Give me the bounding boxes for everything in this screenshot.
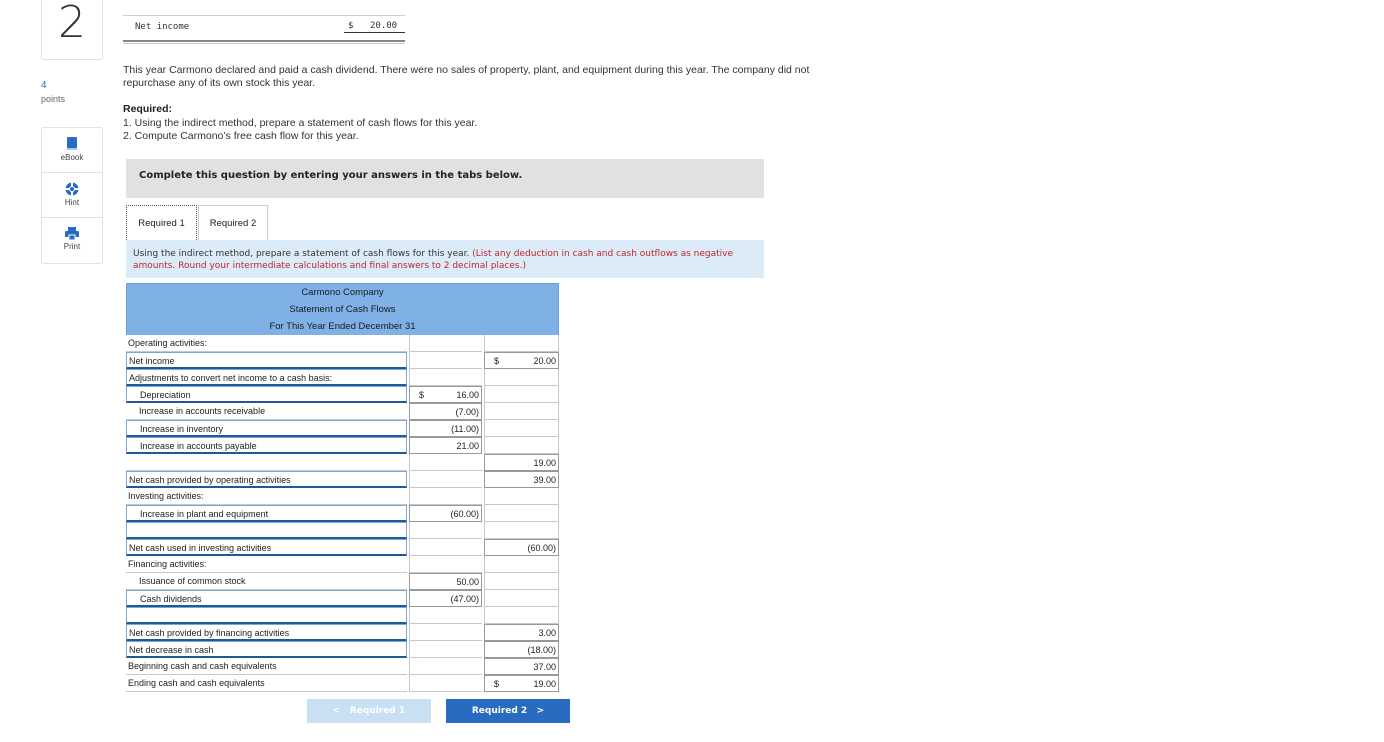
points-value: 4 xyxy=(41,80,47,91)
row-label: Beginning cash and cash equivalents xyxy=(126,658,407,675)
hint-icon xyxy=(65,182,79,196)
instruction-banner: Complete this question by entering your answers in the tabs below. xyxy=(126,159,764,198)
row-amount-input[interactable] xyxy=(409,335,482,352)
tab-required-2[interactable]: Required 2 xyxy=(198,205,268,240)
row-total-value: 39.00 xyxy=(533,475,556,485)
tab-instructions xyxy=(126,240,764,278)
row-total-input[interactable] xyxy=(484,386,559,403)
row-total-input[interactable] xyxy=(484,369,559,386)
next-label: Required 2 xyxy=(471,706,528,716)
prev-required-button[interactable] xyxy=(307,699,431,723)
row-amount-value: (60.00) xyxy=(450,509,479,519)
prev-label: Required 1 xyxy=(349,706,406,716)
cash-flow-statement xyxy=(126,283,559,689)
row-label xyxy=(126,454,407,471)
next-required-button[interactable] xyxy=(446,699,570,723)
row-amount-input[interactable] xyxy=(409,675,482,692)
row-total-value: 37.00 xyxy=(533,662,556,672)
row-label: Issuance of common stock xyxy=(126,573,407,590)
statement-company: Carmono Company xyxy=(126,283,559,301)
row-amount-value: (47.00) xyxy=(450,594,479,604)
print-label: Print xyxy=(63,242,81,251)
row-total-input[interactable] xyxy=(484,624,559,641)
row-total-value: 19.00 xyxy=(533,679,556,689)
row-total-input[interactable] xyxy=(484,573,559,590)
row-label[interactable]: Net income xyxy=(126,352,407,369)
row-total-input[interactable] xyxy=(484,352,559,369)
statement-row xyxy=(126,420,559,437)
print-button[interactable] xyxy=(42,218,102,263)
row-total-input[interactable] xyxy=(484,488,559,505)
statement-row xyxy=(126,624,559,641)
row-total-input[interactable] xyxy=(484,505,559,522)
print-icon xyxy=(65,227,79,240)
row-amount-value: (7.00) xyxy=(455,407,479,417)
dollar-sign: $ xyxy=(419,390,425,400)
row-total-input[interactable] xyxy=(484,420,559,437)
statement-row xyxy=(126,675,559,692)
row-amount-input[interactable] xyxy=(409,539,482,556)
row-amount-input[interactable] xyxy=(409,403,482,420)
question-number: 2 xyxy=(58,0,86,48)
chevron-right-icon: > xyxy=(536,706,545,716)
row-amount-input[interactable] xyxy=(409,624,482,641)
row-total-input[interactable] xyxy=(484,454,559,471)
statement-row xyxy=(126,471,559,488)
statement-row xyxy=(126,641,559,658)
statement-row xyxy=(126,539,559,556)
row-total-input[interactable] xyxy=(484,675,559,692)
statement-row xyxy=(126,352,559,369)
row-total-input[interactable] xyxy=(484,471,559,488)
ebook-button[interactable] xyxy=(42,128,102,173)
row-total-value: (18.00) xyxy=(527,645,556,655)
required-item-2: 2. Compute Carmono’s free cash flow for this year. xyxy=(123,130,359,142)
tab-required-1[interactable]: Required 1 xyxy=(126,205,197,240)
row-amount-value: 21.00 xyxy=(456,441,479,451)
statement-period: For This Year Ended December 31 xyxy=(126,318,559,335)
row-total-input[interactable] xyxy=(484,658,559,675)
required-item-1: 1. Using the indirect method, prepare a statement of cash flows for this year. xyxy=(123,117,478,129)
row-label: Operating activities: xyxy=(126,335,407,352)
row-label[interactable]: Increase in accounts payable xyxy=(126,437,407,454)
row-amount-input[interactable] xyxy=(409,437,482,454)
points-label: points xyxy=(41,94,66,104)
ebook-icon xyxy=(66,137,78,151)
instruction-main: Using the indirect method, prepare a statement of cash flows for this year. xyxy=(133,249,470,259)
row-label[interactable] xyxy=(126,607,407,624)
statement-row xyxy=(126,369,559,386)
row-total-input[interactable] xyxy=(484,641,559,658)
row-total-value: (60.00) xyxy=(527,543,556,553)
row-label: Ending cash and cash equivalents xyxy=(126,675,407,692)
statement-row xyxy=(126,658,559,675)
question-sidebar xyxy=(41,127,103,264)
hint-button[interactable] xyxy=(42,173,102,218)
statement-row xyxy=(126,454,559,471)
question-intro: This year Carmono declared and paid a cash dividend. There were no sales of property, plant, and equipment during this year. The company did not repurchase any of its own stock this year. xyxy=(123,64,810,89)
row-label[interactable]: Adjustments to convert net income to a cash basis: xyxy=(126,369,407,386)
prior-value-underline xyxy=(344,32,405,33)
dollar-sign: $ xyxy=(494,679,500,689)
prior-table-bottom-rule xyxy=(123,40,405,44)
statement-row xyxy=(126,556,559,573)
prior-net-income-label: Net income xyxy=(135,22,190,32)
statement-row xyxy=(126,522,559,539)
row-total-input[interactable] xyxy=(484,522,559,539)
statement-row xyxy=(126,573,559,590)
row-amount-input[interactable] xyxy=(409,573,482,590)
prior-net-income-value: 20.00 xyxy=(370,21,398,31)
row-amount-input[interactable] xyxy=(409,590,482,607)
row-amount-input[interactable] xyxy=(409,369,482,386)
statement-row xyxy=(126,590,559,607)
row-label[interactable]: Increase in inventory xyxy=(126,420,407,437)
row-amount-input[interactable] xyxy=(409,488,482,505)
row-amount-input[interactable] xyxy=(409,641,482,658)
row-total-input[interactable] xyxy=(484,607,559,624)
row-amount-input[interactable] xyxy=(409,352,482,369)
row-label[interactable] xyxy=(126,522,407,539)
row-label[interactable]: Net cash used in investing activities xyxy=(126,539,407,556)
row-amount-input[interactable] xyxy=(409,454,482,471)
chevron-left-icon: < xyxy=(332,706,341,716)
row-label[interactable]: Depreciation xyxy=(126,386,407,403)
row-label[interactable]: Cash dividends xyxy=(126,590,407,607)
row-amount-value: 50.00 xyxy=(456,577,479,587)
row-total-input[interactable] xyxy=(484,437,559,454)
row-total-input[interactable] xyxy=(484,335,559,352)
row-label[interactable]: Increase in plant and equipment xyxy=(126,505,407,522)
row-total-value: 19.00 xyxy=(533,458,556,468)
dollar-sign: $ xyxy=(494,356,500,366)
prior-table-top-rule xyxy=(123,15,405,16)
row-label: Investing activities: xyxy=(126,488,407,505)
prior-dollar-sign: $ xyxy=(348,21,354,31)
statement-row xyxy=(126,386,559,403)
question-number-box xyxy=(41,0,103,60)
row-amount-input[interactable] xyxy=(409,658,482,675)
row-label[interactable]: Net decrease in cash xyxy=(126,641,407,658)
row-total-input[interactable] xyxy=(484,590,559,607)
row-amount-input[interactable] xyxy=(409,556,482,573)
statement-row xyxy=(126,335,559,352)
row-label[interactable]: Net cash provided by operating activities xyxy=(126,471,407,488)
statement-row xyxy=(126,505,559,522)
statement-row xyxy=(126,403,559,420)
statement-title: Statement of Cash Flows xyxy=(126,301,559,318)
row-amount-input[interactable] xyxy=(409,522,482,539)
row-amount-input[interactable] xyxy=(409,505,482,522)
instruction-note: (List any deduction in cash and cash outflows as negative amounts. Round your intermediate calculations and final answers to 2 decimal places.) xyxy=(133,249,734,271)
row-label[interactable]: Net cash provided by financing activities xyxy=(126,624,407,641)
row-total-value: 20.00 xyxy=(533,356,556,366)
hint-label: Hint xyxy=(64,198,80,207)
required-heading: Required: xyxy=(123,103,173,115)
ebook-label: eBook xyxy=(60,153,84,162)
statement-row xyxy=(126,437,559,454)
row-total-input[interactable] xyxy=(484,556,559,573)
row-label: Financing activities: xyxy=(126,556,407,573)
row-amount-input[interactable] xyxy=(409,386,482,403)
row-label: Increase in accounts receivable xyxy=(126,403,407,420)
row-amount-input[interactable] xyxy=(409,420,482,437)
statement-row xyxy=(126,607,559,624)
row-total-input[interactable] xyxy=(484,539,559,556)
statement-row xyxy=(126,488,559,505)
row-amount-input[interactable] xyxy=(409,607,482,624)
row-amount-value: 16.00 xyxy=(456,390,479,400)
row-total-value: 3.00 xyxy=(538,628,556,638)
row-amount-value: (11.00) xyxy=(451,424,479,434)
row-amount-input[interactable] xyxy=(409,471,482,488)
row-total-input[interactable] xyxy=(484,403,559,420)
